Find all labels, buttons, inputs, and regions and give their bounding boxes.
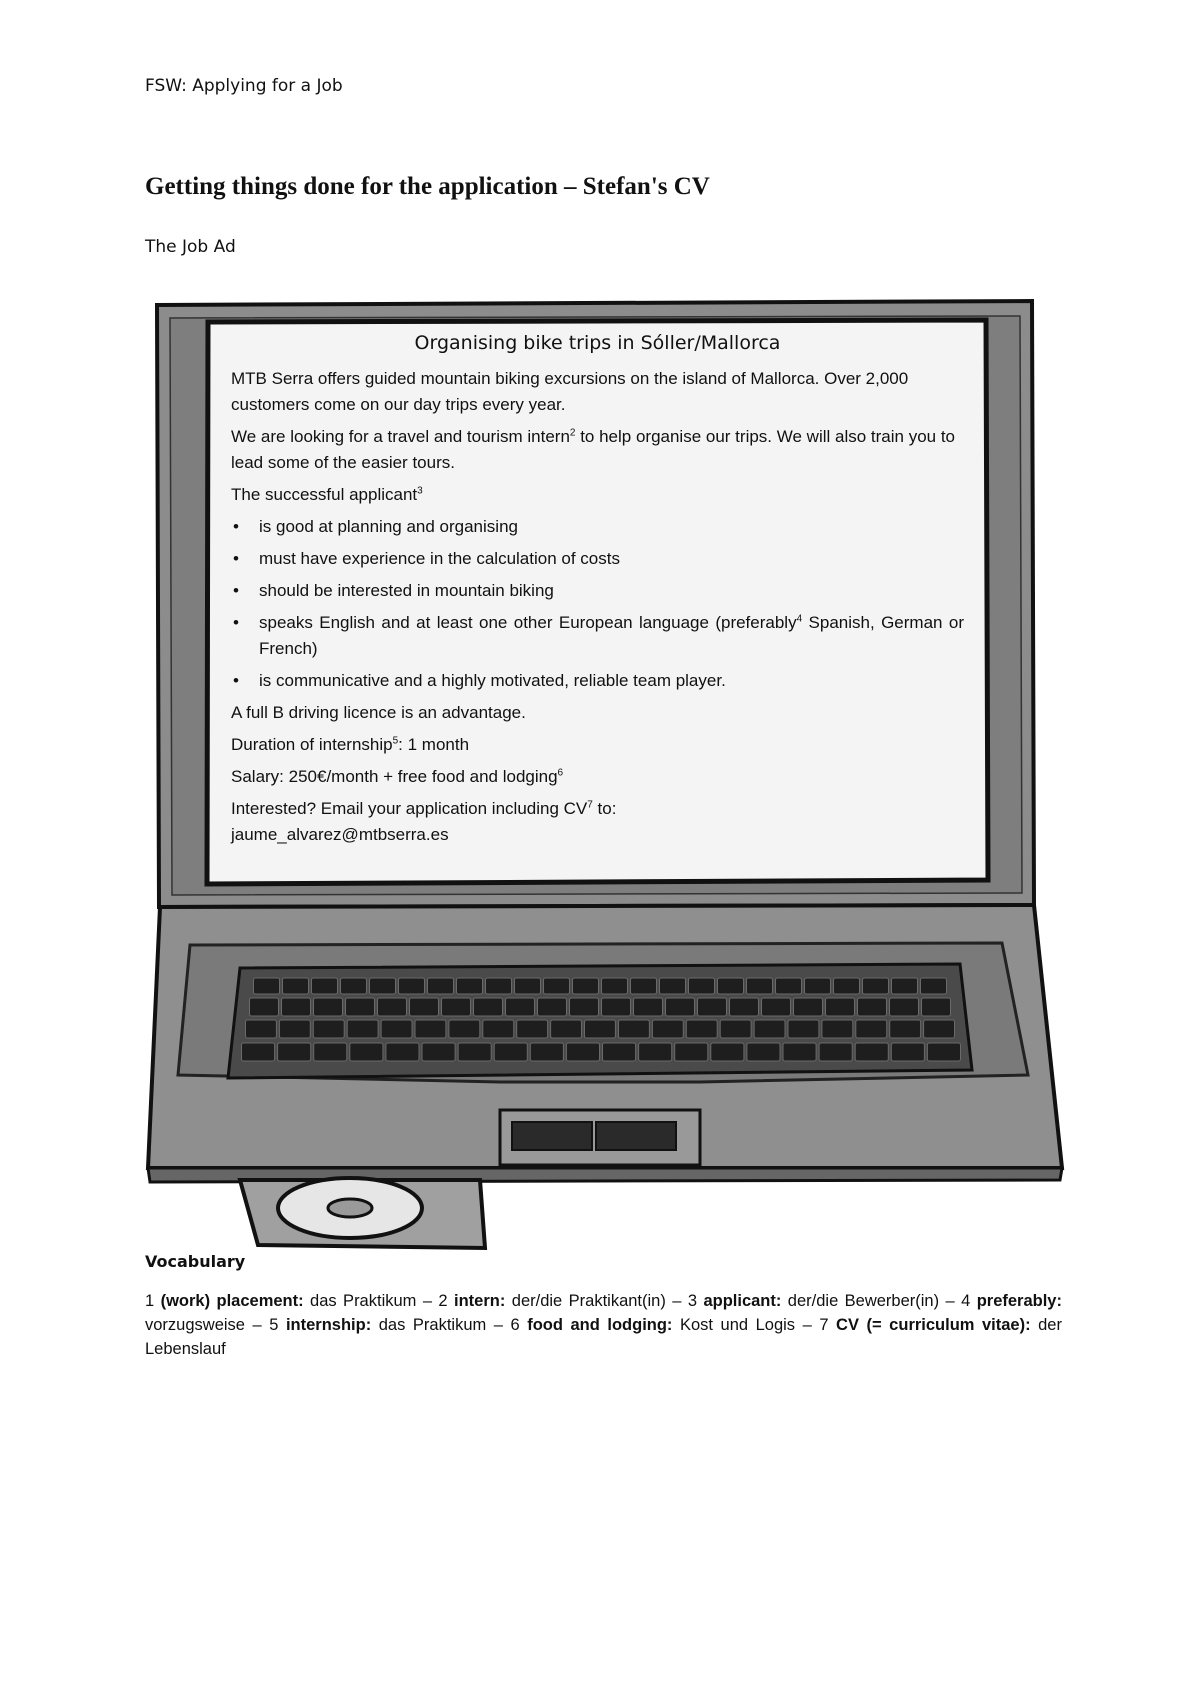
keyboard-key <box>457 978 483 994</box>
keyboard-key <box>314 1043 347 1061</box>
keyboard-key <box>458 1043 491 1061</box>
keyboard-key <box>538 998 567 1016</box>
keyboard-key <box>762 998 791 1016</box>
bullet-icon: • <box>233 517 239 536</box>
keyboard-key <box>794 998 823 1016</box>
keyboard-key <box>312 978 338 994</box>
keyboard-key <box>718 978 744 994</box>
keyboard-key <box>652 1020 683 1038</box>
keyboard-key <box>346 998 375 1016</box>
job-ad-duration: Duration of internship$^5$: 1 month <box>231 735 470 754</box>
keyboard-key <box>517 1020 548 1038</box>
job-ad-salary: Salary: 250€/month + free food and lodging$^6$ <box>231 767 564 786</box>
keyboard-key <box>474 998 503 1016</box>
list-item: • must have experience in the calculation of costs <box>259 546 964 572</box>
keyboard-key <box>698 998 727 1016</box>
keyboard-key <box>619 1020 650 1038</box>
job-ad-applicant: The successful applicant$^3$ <box>231 485 423 504</box>
keyboard-key <box>494 1043 527 1061</box>
keyboard-key <box>819 1043 852 1061</box>
keyboard-key <box>788 1020 819 1038</box>
vocabulary-list: 1 (work) placement: das Praktikum – 2 intern: der/die Praktikant(in) – 3 applicant: der/die Bewerber(in) – 4 preferably: vorzugsweise – 5 internship: das Praktikum – 6 food and lodging: Kost und Logis – 7 CV (= curriculum vitae): der Lebenslauf <box>145 1292 1062 1358</box>
keyboard-key <box>834 978 860 994</box>
keyboard-key <box>415 1020 446 1038</box>
keyboard-key <box>422 1043 455 1061</box>
keyboard-key <box>858 998 887 1016</box>
keyboard-key <box>730 998 759 1016</box>
keyboard-key <box>410 998 439 1016</box>
keyboard-key <box>279 1020 310 1038</box>
keyboard-key <box>863 978 889 994</box>
keyboard-key <box>282 998 311 1016</box>
bullet-icon: • <box>233 613 239 632</box>
keyboard-key <box>313 1020 344 1038</box>
keyboard-key <box>660 978 686 994</box>
keyboard-key <box>278 1043 311 1061</box>
job-ad-looking: We are looking for a travel and tourism intern$^2$ to help organise our trips. We will also train you to lead some of the easier tours. <box>231 427 956 472</box>
keyboard-key <box>486 978 512 994</box>
keyboard-key <box>378 998 407 1016</box>
keyboard-key <box>639 1043 672 1061</box>
keyboard-key <box>776 978 802 994</box>
keyboard-key <box>754 1020 785 1038</box>
keyboard-key <box>530 1043 563 1061</box>
keyboard-key <box>603 1043 636 1061</box>
keyboard-key <box>399 978 425 994</box>
keyboard-key <box>924 1020 955 1038</box>
job-ad <box>231 330 964 848</box>
job-ad-email[interactable]: jaume_alvarez@mtbserra.es <box>231 825 449 844</box>
keyboard-key <box>428 978 454 994</box>
keyboard-key <box>826 998 855 1016</box>
keyboard-key <box>242 1043 275 1061</box>
job-ad-contact: Interested? Email your application including $CV^7$ to: <box>231 799 617 818</box>
running-header: FSW: Applying for a Job <box>145 76 343 96</box>
list-item: • speaks English and at least one other European language (preferably$^4$ Spanish, German or French) <box>259 610 964 662</box>
section-subheading: The Job Ad <box>145 237 236 257</box>
keyboard-key <box>890 998 919 1016</box>
keyboard-key <box>602 998 631 1016</box>
keyboard-key <box>551 1020 582 1038</box>
keyboard-key <box>347 1020 378 1038</box>
keyboard-key <box>381 1020 412 1038</box>
vocabulary-heading: Vocabulary <box>145 1252 246 1271</box>
keyboard-key <box>483 1020 514 1038</box>
bullet-icon: • <box>233 581 239 600</box>
keyboard-key <box>370 978 396 994</box>
keyboard-key <box>892 978 918 994</box>
keyboard-key <box>783 1043 816 1061</box>
touchpad-buttons <box>500 1110 700 1165</box>
keyboard-key <box>922 998 951 1016</box>
keyboard-key <box>891 1043 924 1061</box>
keyboard-key <box>602 978 628 994</box>
keyboard-key <box>890 1020 921 1038</box>
keyboard-key <box>805 978 831 994</box>
keyboard-key <box>927 1043 960 1061</box>
keyboard-key <box>856 1020 887 1038</box>
keyboard-key <box>544 978 570 994</box>
keyboard-key <box>386 1043 419 1061</box>
keyboard-key <box>634 998 663 1016</box>
requirements-list <box>231 514 964 694</box>
keyboard-key <box>506 998 535 1016</box>
keyboard-key <box>921 978 947 994</box>
list-item: • should be interested in mountain biking <box>259 578 964 604</box>
keyboard-key <box>689 978 715 994</box>
keyboard-key <box>720 1020 751 1038</box>
keyboard-key <box>747 1043 780 1061</box>
keyboard-key <box>822 1020 853 1038</box>
keyboard-key <box>573 978 599 994</box>
keyboard-key <box>686 1020 717 1038</box>
keyboard-key <box>570 998 599 1016</box>
keyboard-key <box>449 1020 480 1038</box>
keyboard-key <box>314 998 343 1016</box>
keyboard-key <box>631 978 657 994</box>
list-item: • is communicative and a highly motivated, reliable team player. <box>259 668 964 694</box>
keyboard-key <box>254 978 280 994</box>
keyboard-key <box>515 978 541 994</box>
keyboard-key <box>675 1043 708 1061</box>
cd-tray <box>240 1178 485 1248</box>
job-ad-title: Organising bike trips in Sóller/Mallorca <box>414 332 781 354</box>
keyboard-key <box>246 1020 277 1038</box>
keyboard-key <box>585 1020 616 1038</box>
keyboard-key <box>283 978 309 994</box>
job-ad-intro: MTB Serra offers guided mountain biking excursions on the island of Mallorca. Over 2,000 customers come on our day trips every year. <box>231 369 909 414</box>
keyboard-key <box>666 998 695 1016</box>
keyboard-key <box>747 978 773 994</box>
keyboard-key <box>855 1043 888 1061</box>
keyboard-key <box>711 1043 744 1061</box>
keyboard-key <box>341 978 367 994</box>
job-ad-licence: A full B driving licence is an advantage. <box>231 703 526 722</box>
keyboard-key <box>350 1043 383 1061</box>
page-title: Getting things done for the application – Stefan's CV <box>145 173 710 200</box>
keyboard-key <box>566 1043 599 1061</box>
keyboard-key <box>250 998 279 1016</box>
keyboard-key <box>442 998 471 1016</box>
list-item: • is good at planning and organising <box>259 514 964 540</box>
bullet-icon: • <box>233 671 239 690</box>
bullet-icon: • <box>233 549 239 568</box>
